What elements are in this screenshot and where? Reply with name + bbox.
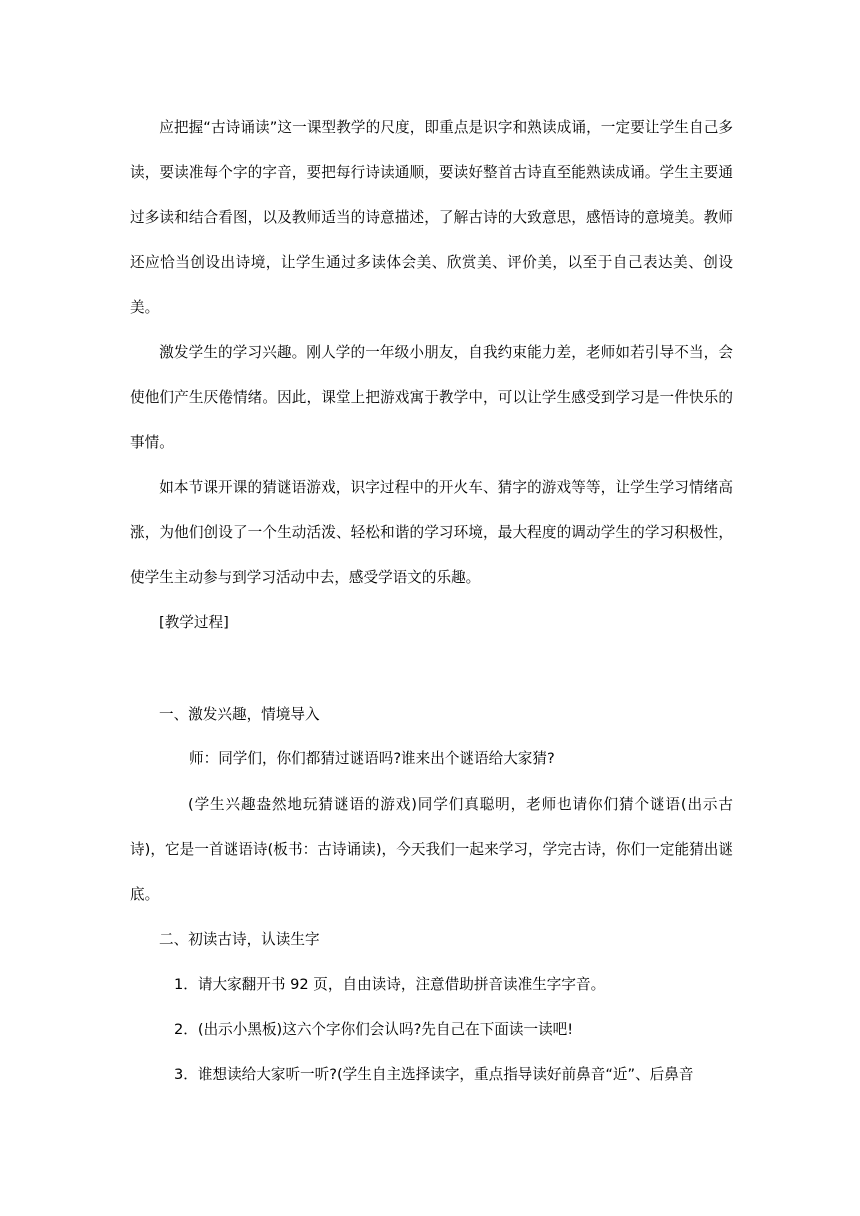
section-heading-1: 一、激发兴趣，情境导入 <box>159 706 320 723</box>
paragraph-interest: 激发学生的学习兴趣。刚人学的一年级小朋友，自我约束能力差，老师如若引导不当，会使他们产生厌倦情绪。因此，课堂上把游戏寓于教学中，可以让学生感受到学习是一件快乐的事情。 <box>130 344 733 451</box>
step-2: 2．(出示小黑板)这六个字你们会认吗?先自己在下面读一读吧! <box>174 1021 574 1038</box>
teaching-process-label: [教学过程] <box>159 614 229 631</box>
paragraph-riddle: (学生兴趣盎然地玩猜谜语的游戏)同学们真聪明，老师也请你们猜个谜语(出示古诗)，它是一首谜语诗(板书：古诗诵读)，今天我们一起来学习，学完古诗，你们一定能猜出谜底。 <box>130 796 733 903</box>
section-heading-2: 二、初读古诗，认读生字 <box>159 931 320 948</box>
teacher-line: 师：同学们，你们都猜过谜语吗?谁来出个谜语给大家猜? <box>189 750 555 767</box>
paragraph-teaching-scale: 应把握“古诗诵读”这一课型教学的尺度，即重点是识字和熟读成诵，一定要让学生自己多读，要读准每个字的字音，要把每行诗读通顺，要读好整首古诗直至能熟读成诵。学生主要通过多读和结合看图，以及教师适当的诗意描述，了解古诗的大致意思，感悟诗的意境美。教师还应恰当创设出诗境，让学生通过多读体会美、欣赏美、评价美，以至于自己表达美、创设美。 <box>130 119 733 316</box>
step-1: 1．请大家翻开书 92 页，自由读诗，注意借助拼音读准生字字音。 <box>174 976 606 993</box>
step-3: 3．谁想读给大家听一听?(学生自主选择读字，重点指导读好前鼻音“近”、后鼻音 <box>174 1066 694 1083</box>
paragraph-games: 如本节课开课的猜谜语游戏，识字过程中的开火车、猜字的游戏等等，让学生学习情绪高涨，为他们创设了一个生动活泼、轻松和谐的学习环境，最大程度的调动学生的学习积极性，使学生主动参与到学习活动中去，感受学语文的乐趣。 <box>130 479 733 586</box>
